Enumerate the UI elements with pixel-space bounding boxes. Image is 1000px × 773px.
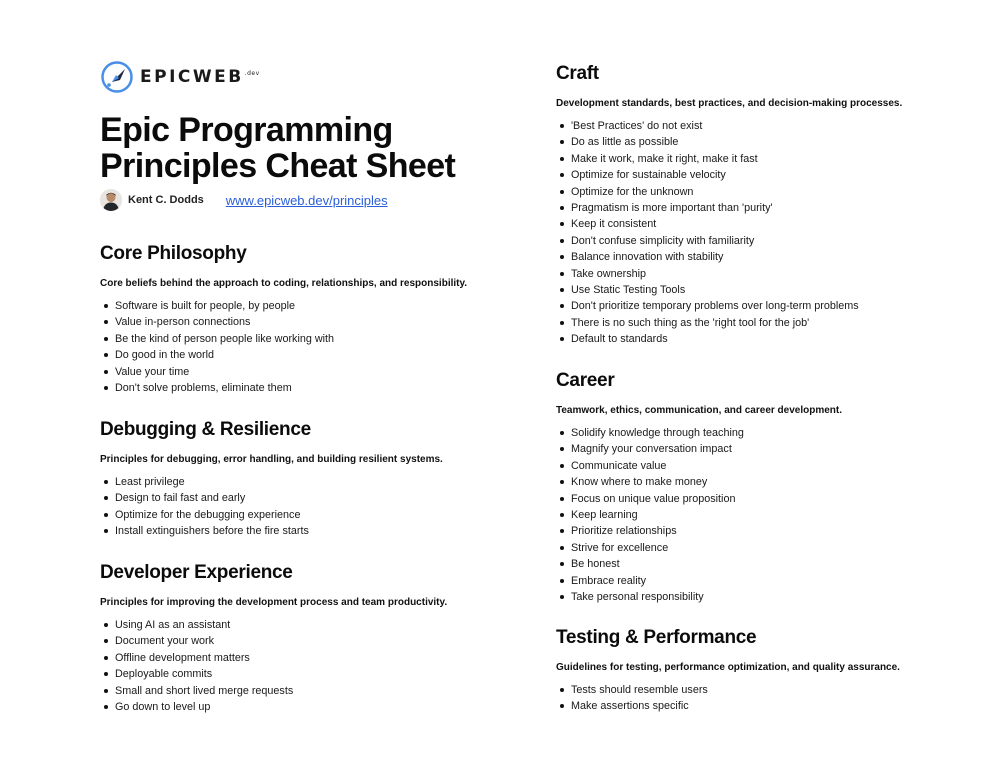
list-item: Do good in the world xyxy=(115,347,520,363)
list-item: Be the kind of person people like working with xyxy=(115,331,520,347)
list-item: Using AI as an assistant xyxy=(115,617,520,633)
list-item: Solidify knowledge through teaching xyxy=(571,425,956,441)
section-heading: Core Philosophy xyxy=(100,243,247,264)
title-line-2: Principles Cheat Sheet xyxy=(100,147,456,185)
section-description: Guidelines for testing, performance optimization, and quality assurance. xyxy=(556,662,900,673)
list-item: Optimize for the debugging experience xyxy=(115,507,520,523)
list-item: Don't solve problems, eliminate them xyxy=(115,380,520,396)
list-item: Don't prioritize temporary problems over long-term problems xyxy=(571,298,956,314)
list-item: Know where to make money xyxy=(571,474,956,490)
list-item: Optimize for sustainable velocity xyxy=(571,167,956,183)
section-heading: Career xyxy=(556,370,615,391)
section-description: Principles for improving the development process and team productivity. xyxy=(100,597,448,608)
list-item: Least privilege xyxy=(115,474,520,490)
list-item: Be honest xyxy=(571,556,956,572)
list-item: Deployable commits xyxy=(115,666,520,682)
list-item: Keep learning xyxy=(571,507,956,523)
section-description: Development standards, best practices, and decision-making processes. xyxy=(556,98,903,109)
principles-link[interactable]: www.epicweb.dev/principles xyxy=(225,192,388,208)
list-item: There is no such thing as the 'right tool for the job' xyxy=(571,315,956,331)
section-developer-experience xyxy=(100,562,520,715)
list-item: Software is built for people, by people xyxy=(115,298,520,314)
list-item: Balance innovation with stability xyxy=(571,249,956,265)
section-heading: Developer Experience xyxy=(100,562,293,583)
section-career xyxy=(556,370,956,605)
author-row xyxy=(100,189,388,211)
list-item: Value your time xyxy=(115,364,520,380)
list-item: Strive for excellence xyxy=(571,540,956,556)
section-core-philosophy xyxy=(100,243,520,396)
brand-logo[interactable] xyxy=(100,60,260,94)
avatar xyxy=(100,189,122,211)
brand-name: $EPICWEB^{.dev}$ xyxy=(140,67,260,87)
list-item: Value in-person connections xyxy=(115,314,520,330)
list-item: Offline development matters xyxy=(115,650,520,666)
section-heading: Testing & Performance xyxy=(556,627,757,648)
list-item: Install extinguishers before the fire starts xyxy=(115,523,520,539)
list-item: Prioritize relationships xyxy=(571,523,956,539)
principle-list xyxy=(556,682,956,715)
list-item: Document your work xyxy=(115,633,520,649)
principle-list xyxy=(100,298,520,396)
section-description: Teamwork, ethics, communication, and career development. xyxy=(556,405,843,416)
brand-suffix: .dev xyxy=(244,70,260,78)
list-item: Use Static Testing Tools xyxy=(571,282,956,298)
list-item: Magnify your conversation impact xyxy=(571,441,956,457)
list-item: Pragmatism is more important than 'purity' xyxy=(571,200,956,216)
section-heading: Debugging & Resilience xyxy=(100,419,311,440)
section-testing-performance xyxy=(556,627,956,715)
list-item: Small and short lived merge requests xyxy=(115,683,520,699)
list-item: Communicate value xyxy=(571,458,956,474)
list-item: Optimize for the unknown xyxy=(571,184,956,200)
section-craft xyxy=(556,63,956,348)
list-item: Design to fail fast and early xyxy=(115,490,520,506)
section-heading: Craft xyxy=(556,63,599,84)
principle-list xyxy=(100,617,520,715)
list-item: Tests should resemble users xyxy=(571,682,956,698)
list-item: 'Best Practices' do not exist xyxy=(571,118,956,134)
section-description: Principles for debugging, error handling, and building resilient systems. xyxy=(100,454,443,465)
principle-list xyxy=(556,425,956,605)
list-item: Make assertions specific xyxy=(571,698,956,714)
list-item: Don't confuse simplicity with familiarity xyxy=(571,233,956,249)
principle-list xyxy=(100,474,520,540)
list-item: Embrace reality xyxy=(571,573,956,589)
list-item: Take ownership xyxy=(571,266,956,282)
list-item: Do as little as possible xyxy=(571,134,956,150)
list-item: Default to standards xyxy=(571,331,956,347)
page-title xyxy=(100,112,455,184)
author-name: Kent C. Dodds xyxy=(128,194,204,206)
list-item: Keep it consistent xyxy=(571,216,956,232)
principle-list xyxy=(556,118,956,348)
list-item: Take personal responsibility xyxy=(571,589,956,605)
list-item: Focus on unique value proposition xyxy=(571,491,956,507)
section-debugging-resilience xyxy=(100,419,520,540)
section-description: Core beliefs behind the approach to coding, relationships, and responsibility. xyxy=(100,278,468,289)
list-item: Make it work, make it right, make it fast xyxy=(571,151,956,167)
title-line-1: Epic Programming xyxy=(100,111,393,149)
rocket-logo-icon xyxy=(100,60,134,94)
list-item: Go down to level up xyxy=(115,699,520,715)
